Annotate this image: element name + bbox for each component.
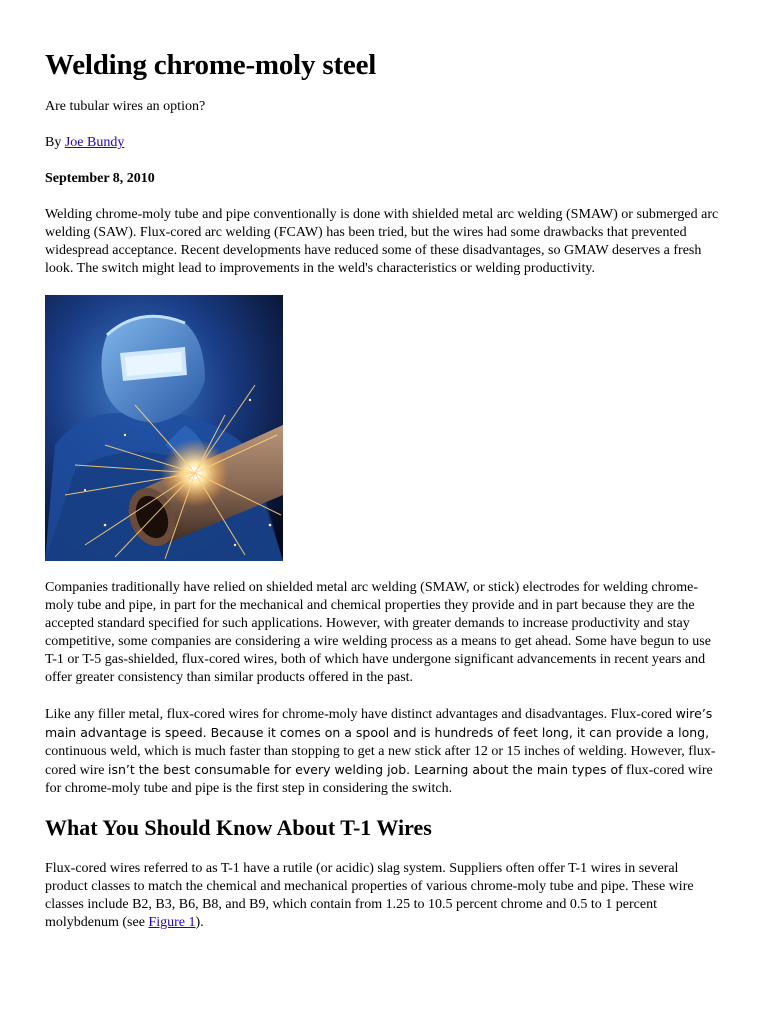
body-paragraph-3: [45, 860, 722, 932]
author-link[interactable]: Joe Bundy: [64, 135, 125, 150]
publish-date: September 8, 2010: [45, 171, 155, 186]
byline-prefix: By: [45, 135, 65, 150]
para2-part-d: isn’t the best consumable for every welding job. Learning about the main types of: [107, 762, 623, 777]
para2-part-b: wire’s main advantage is speed. Because it comes on a spool and is hundreds of feet long, it can provide a long,: [45, 706, 713, 740]
para3-part-b: ).: [195, 915, 204, 930]
body-paragraph-2: [45, 705, 722, 798]
page-title: Welding chrome-moly steel: [45, 49, 377, 81]
intro-paragraph: Welding chrome-moly tube and pipe conventionally is done with shielded metal arc welding (SMAW) or submerged arc welding (SAW). Flux-cored arc welding (FCAW) has been tried, but the wires had some drawbacks that prevented widespread acceptance. Recent developments have reduced some of these disadvantages, so GMAW deserves a fresh look. The switch might lead to improvements in the weld's characteristics or welding productivity.: [45, 207, 719, 276]
para2-part-e: flux-cored wire for chrome-moly tube and pipe is the first step in considering the switch.: [45, 763, 713, 796]
article-subtitle: Are tubular wires an option?: [45, 99, 206, 114]
welder-photo-illustration: [45, 295, 283, 561]
body-paragraph-1: Companies traditionally have relied on shielded metal arc welding (SMAW, or stick) electrodes for welding chrome-moly tube and pipe, in part for the mechanical and chemical properties they provide and in part because they are the accepted standard specified for such applications. However, with greater demands to increase productivity and stay competitive, some companies are considering a wire welding process as a means to get ahead. Some have begun to use T-1 or T-5 gas-shielded, flux-cored wires, both of which have undergone significant advancements in recent years and offer greater consistency than similar products offered in the past.: [45, 580, 711, 685]
para2-part-c: continuous weld, which is much faster than stopping to get a new stick after 12 or 15 inches of welding. However, flux-cored wire: [45, 744, 716, 778]
welder-photo: [45, 295, 283, 561]
para2-part-a: Like any filler metal, flux-cored wires for chrome-moly have distinct advantages and disadvantages. Flux-cored: [45, 707, 676, 722]
byline: [45, 134, 722, 152]
figure-1-link[interactable]: Figure 1: [148, 915, 196, 930]
section-heading: What You Should Know About T-1 Wires: [45, 815, 432, 840]
para3-part-a: Flux-cored wires referred to as T-1 have a rutile (or acidic) slag system. Suppliers often offer T-1 wires in several product classes to match the chemical and mechanical properties of various chrome-moly tube and pipe. These wire classes include B2, B3, B6, B8, and B9, which contain from 1.25 to 10.5 percent chrome and 0.5 to 1 percent molybdenum (see: [45, 861, 694, 930]
